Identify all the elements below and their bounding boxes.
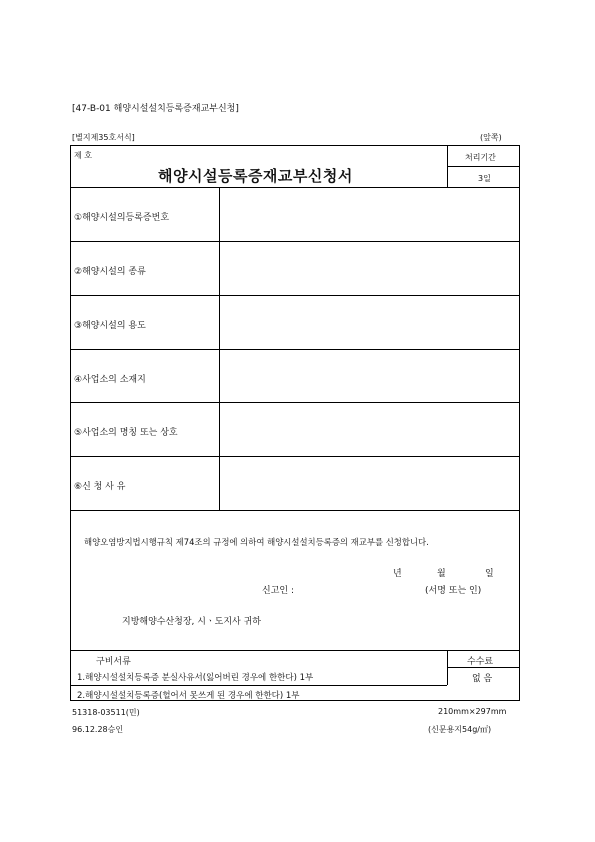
date-day-label: 일 — [485, 569, 494, 579]
approval-date: 96.12.28승인 — [72, 725, 124, 734]
document-number: 51318-03511(민) — [72, 708, 140, 717]
paper-size: 210mm×297mm — [438, 707, 507, 716]
fee-value: 없 음 — [472, 674, 493, 684]
row-label-facility-purpose: ③해양시설의 용도 — [74, 321, 146, 331]
declaration-text: 해양오염방지법시행규칙 제74조의 규정에 의하여 해양시설설치등록증의 재교부를 신청합니다. — [84, 537, 429, 547]
field-office-address[interactable] — [224, 372, 514, 392]
form-code-line: [47-B-01 해양시설설치등록증재교부신청] — [72, 104, 239, 114]
date-year-label: 년 — [393, 569, 402, 579]
processing-period-value: 3일 — [478, 174, 491, 183]
required-docs-title: 구비서류 — [96, 657, 131, 667]
applicant-label: 신고인 : — [262, 586, 294, 596]
row-label-reason: ⑥신 청 사 유 — [74, 482, 126, 492]
row-label-office-address: ④사업소의 소재지 — [74, 375, 146, 385]
field-facility-purpose[interactable] — [224, 318, 514, 338]
field-office-name[interactable] — [224, 425, 514, 445]
applicant-name-field[interactable] — [310, 580, 415, 596]
signature-label: (서명 또는 인) — [425, 586, 482, 596]
paper-type: (신문용지54g/㎡) — [428, 725, 492, 734]
field-reason[interactable] — [224, 479, 514, 499]
required-doc-2: 2.해양시설설치등록증(헐어서 못쓰게 된 경우에 한한다) 1부 — [77, 691, 300, 701]
field-facility-type[interactable] — [224, 264, 514, 284]
row-label-facility-type: ②해양시설의 종류 — [74, 267, 146, 277]
page-side-label: (앞쪽) — [480, 133, 502, 142]
page-title: 해양시설등록증재교부신청서 — [158, 167, 353, 185]
row-label-office-name: ⑤사업소의 명칭 또는 상호 — [74, 428, 178, 438]
processing-period-label: 처리기간 — [465, 153, 496, 162]
date-month-label: 월 — [437, 569, 446, 579]
row-label-registration-number: ①해양시설의등록증번호 — [74, 213, 170, 223]
fee-label: 수수료 — [467, 657, 494, 667]
recipient-text: 지방해양수산청장, 시ㆍ도지사 귀하 — [122, 617, 261, 627]
field-registration-number[interactable] — [224, 210, 514, 230]
required-doc-1: 1.해양시설설치등록증 분실사유서(잃어버린 경우에 한한다) 1부 — [77, 673, 314, 683]
form-reference: [별지제35호서식] — [72, 133, 135, 142]
registration-number-label: 제 호 — [74, 151, 92, 160]
